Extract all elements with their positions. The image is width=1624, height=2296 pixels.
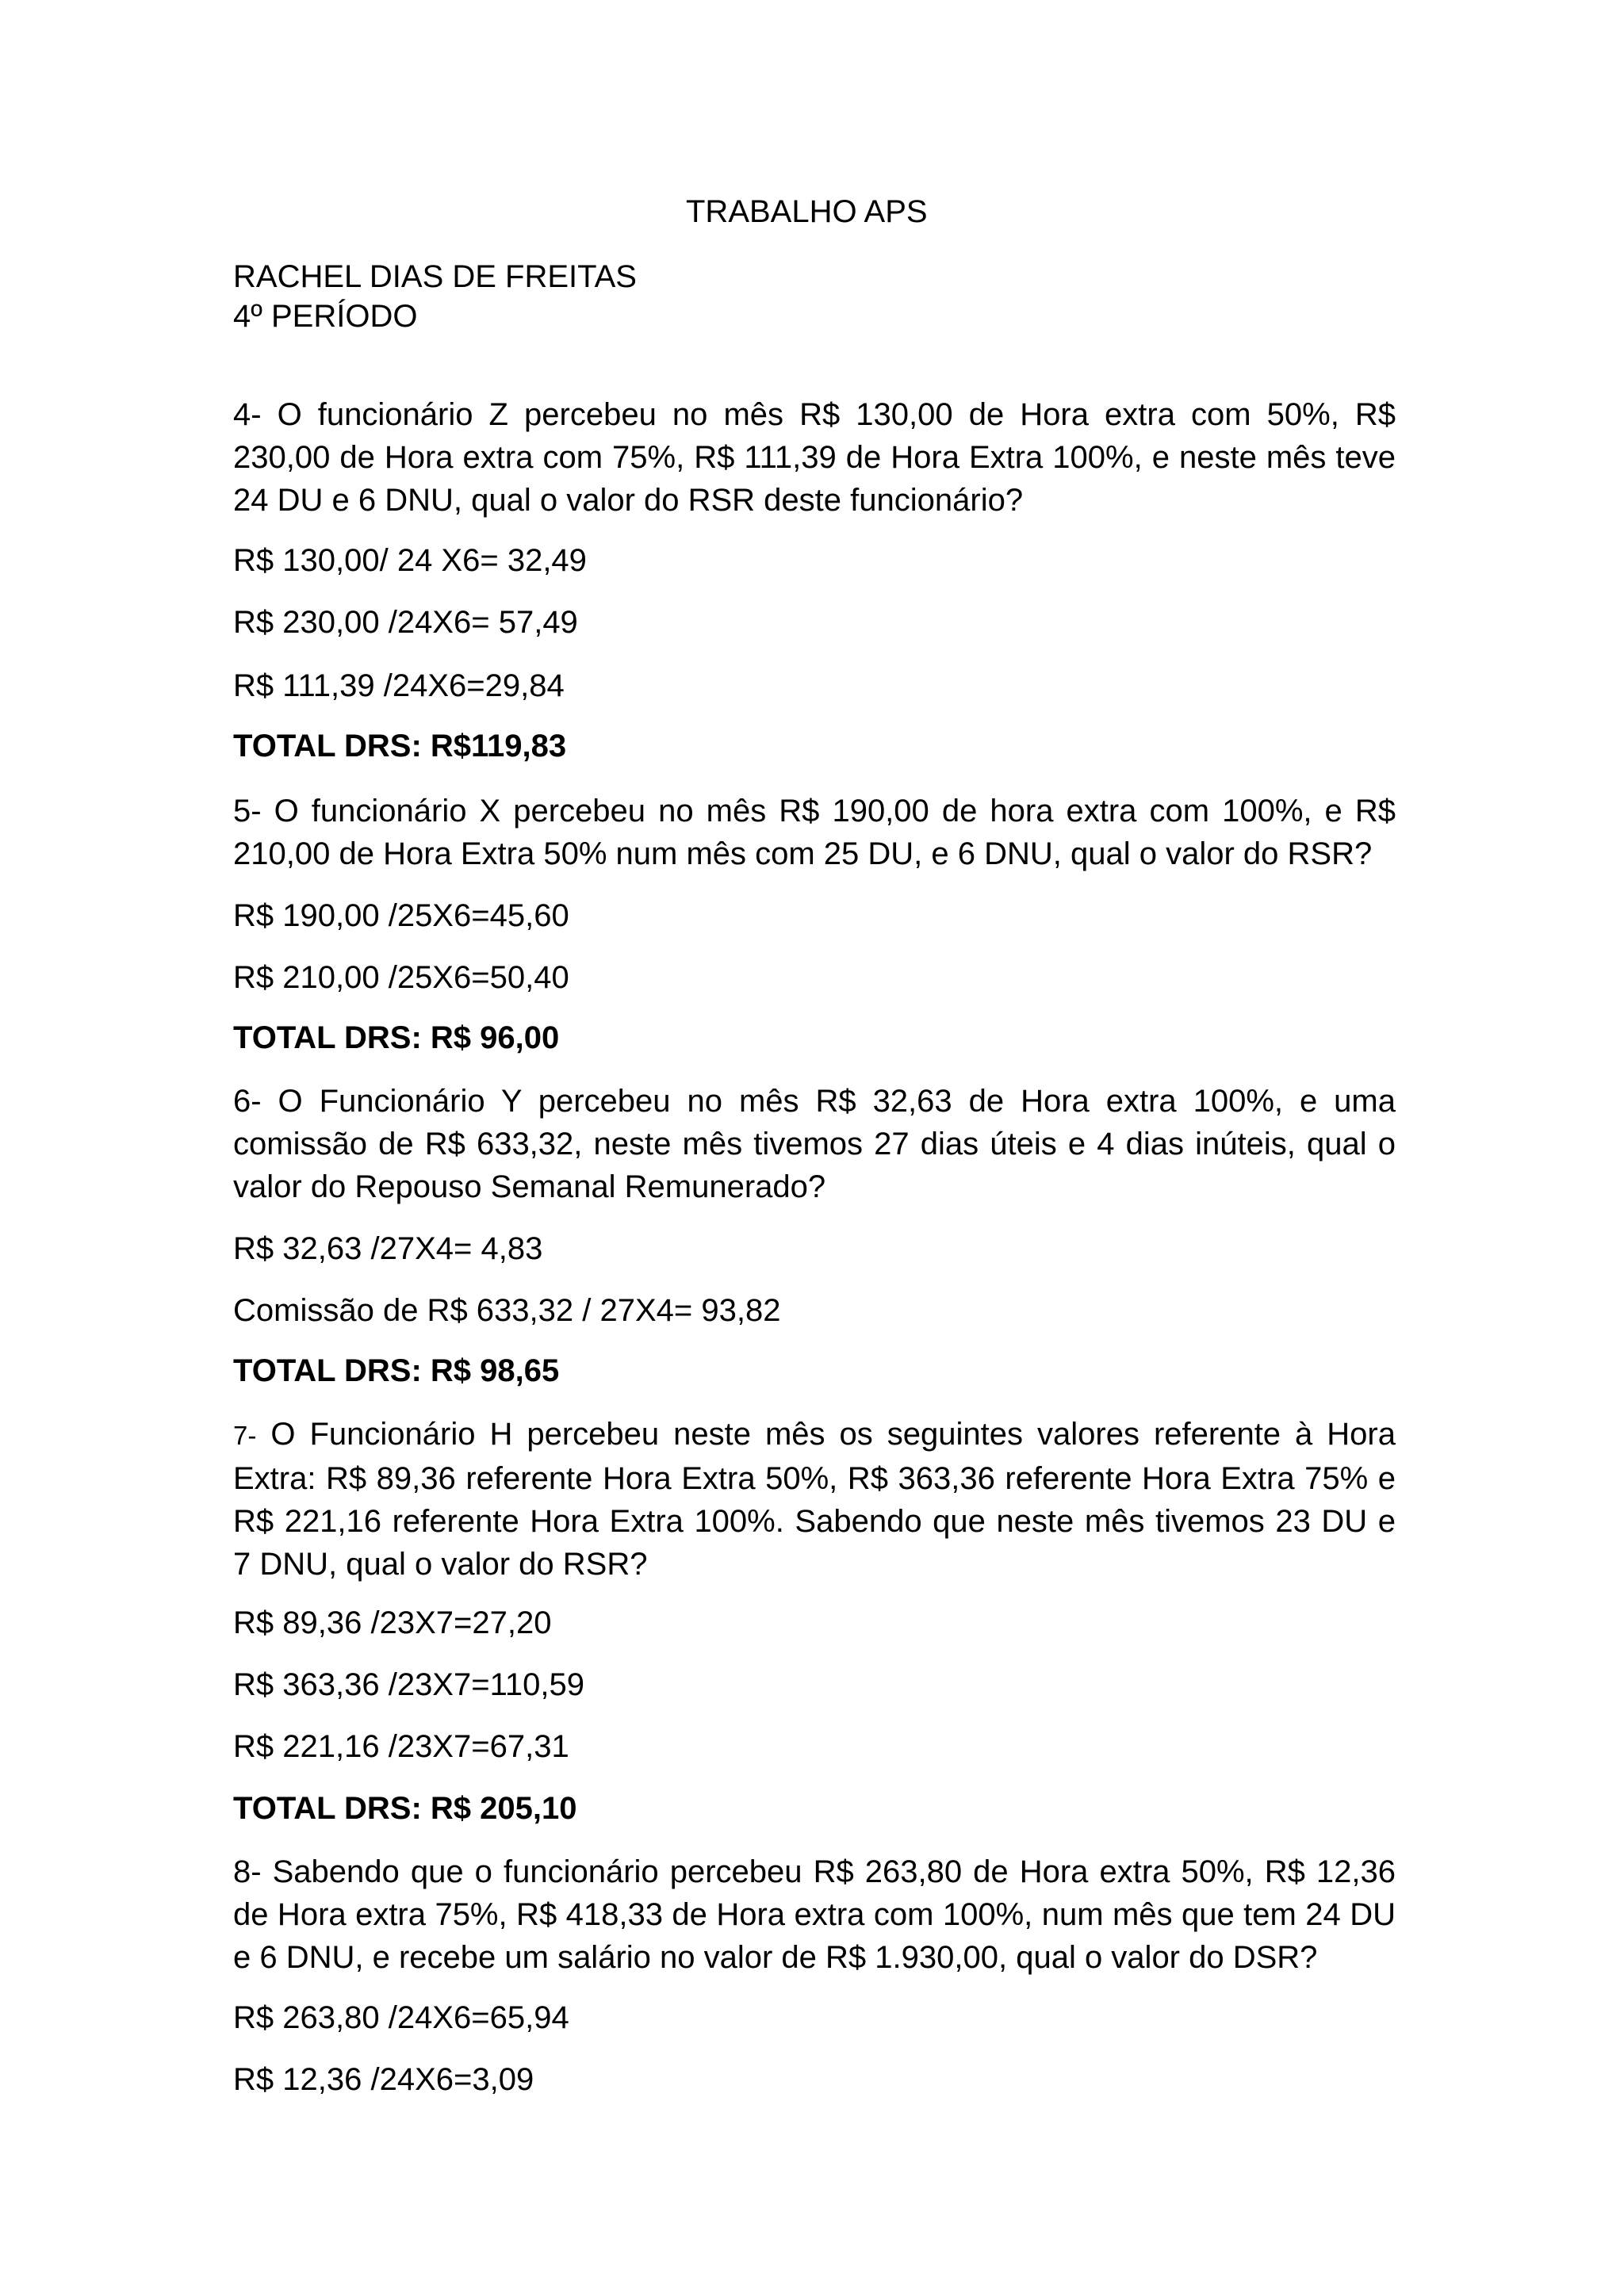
question-7-calc-1: R$ 89,36 /23X7=27,20 bbox=[233, 1605, 552, 1640]
question-5-text: 5- O funcionário X percebeu no mês R$ 190,00 de hora extra com 100%, e R$ 210,00 de Hora Extra 50% num mês com 25 DU, e 6 DNU, qual o valor do RSR? bbox=[233, 794, 1396, 871]
question-8-text: 8- Sabendo que o funcionário percebeu R$ 263,80 de Hora extra 50%, R$ 12,36 de Hora extra 75%, R$ 418,33 de Hora extra com 100%, num mês que tem 24 DU e 6 DNU, e recebe um salário no valor de R$ 1.930,00, qual o valor do DSR? bbox=[233, 1854, 1396, 1975]
question-7-text bbox=[233, 1413, 1396, 1586]
question-4-calc-1: R$ 130,00/ 24 X6= 32,49 bbox=[233, 543, 587, 578]
question-4-calc-2: R$ 230,00 /24X6= 57,49 bbox=[233, 605, 578, 640]
question-5-calc-2: R$ 210,00 /25X6=50,40 bbox=[233, 960, 569, 995]
question-6-calc-2: Comissão de R$ 633,32 / 27X4= 93,82 bbox=[233, 1293, 781, 1328]
document-title: TRABALHO APS bbox=[686, 194, 928, 229]
question-4-text: 4- O funcionário Z percebeu no mês R$ 130,00 de Hora extra com 50%, R$ 230,00 de Hora extra com 75%, R$ 111,39 de Hora Extra 100%, e neste mês teve 24 DU e 6 DNU, qual o valor do RSR deste funcionário? bbox=[233, 397, 1396, 518]
question-8-calc-2: R$ 12,36 /24X6=3,09 bbox=[233, 2062, 534, 2097]
question-8-calc-1: R$ 263,80 /24X6=65,94 bbox=[233, 2000, 569, 2035]
question-6-text: 6- O Funcionário Y percebeu no mês R$ 32,63 de Hora extra 100%, e uma comissão de R$ 633,32, neste mês tivemos 27 dias úteis e 4 dias inúteis, qual o valor do Repouso Semanal Remunerado? bbox=[233, 1084, 1396, 1204]
question-5-total: TOTAL DRS: R$ 96,00 bbox=[233, 1020, 560, 1055]
question-7-calc-3: R$ 221,16 /23X7=67,31 bbox=[233, 1729, 569, 1764]
question-7-body: O Funcionário H percebeu neste mês os seguintes valores referente à Hora Extra: R$ 89,36 referente Hora Extra 50%, R$ 363,36 referente Hora Extra 75% e R$ 221,16 referente Hora Extra 100%. Sabendo que neste mês tivemos 23 DU e 7 DNU, qual o valor do RSR? bbox=[233, 1417, 1396, 1582]
question-7-total: TOTAL DRS: R$ 205,10 bbox=[233, 1791, 577, 1826]
question-7-number: 7- bbox=[233, 1421, 257, 1450]
question-5-calc-1: R$ 190,00 /25X6=45,60 bbox=[233, 898, 569, 933]
question-6-total: TOTAL DRS: R$ 98,65 bbox=[233, 1353, 560, 1388]
question-7-calc-2: R$ 363,36 /23X7=110,59 bbox=[233, 1667, 584, 1702]
question-4-calc-3: R$ 111,39 /24X6=29,84 bbox=[233, 668, 565, 703]
period-label: 4º PERÍODO bbox=[233, 299, 418, 334]
author-name: RACHEL DIAS DE FREITAS bbox=[233, 259, 637, 294]
question-6-calc-1: R$ 32,63 /27X4= 4,83 bbox=[233, 1231, 543, 1266]
question-4-total: TOTAL DRS: R$119,83 bbox=[233, 729, 567, 763]
